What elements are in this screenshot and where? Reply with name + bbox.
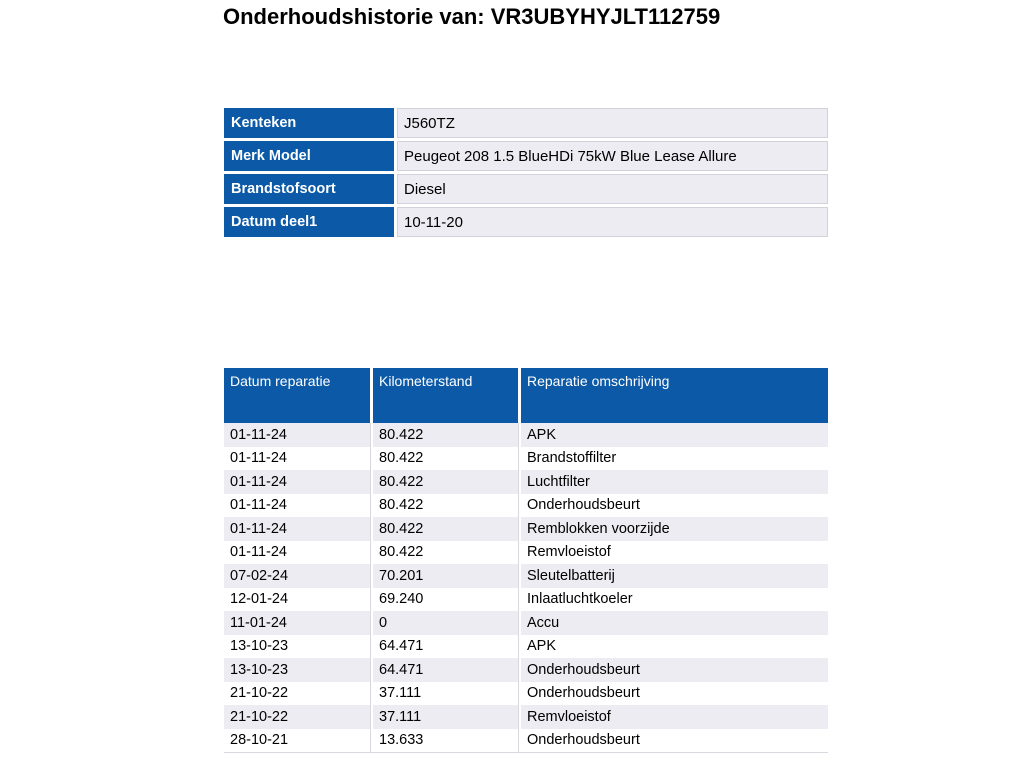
repair-description-cell: Onderhoudsbeurt bbox=[521, 658, 828, 682]
table-row bbox=[224, 564, 828, 588]
repair-description-cell: Luchtfilter bbox=[521, 470, 828, 494]
repair-description-cell: Brandstoffilter bbox=[521, 447, 828, 471]
column-header-cell: Reparatie omschrijving bbox=[521, 368, 828, 423]
page-title: Onderhoudshistorie van: VR3UBYHYJLT112759 bbox=[223, 4, 721, 29]
kilometer-cell: 80.422 bbox=[373, 470, 518, 494]
kilometer-cell: 80.422 bbox=[373, 447, 518, 471]
info-label-cell: Kenteken bbox=[224, 108, 394, 138]
repair-date-cell: 01-11-24 bbox=[224, 517, 370, 541]
repair-date-cell: 11-01-24 bbox=[224, 611, 370, 635]
vehicle-info-row bbox=[224, 207, 828, 237]
repair-date-cell: 01-11-24 bbox=[224, 470, 370, 494]
table-row bbox=[224, 423, 828, 447]
vehicle-info-row bbox=[224, 141, 828, 171]
column-header-cell: Datum reparatie bbox=[224, 368, 370, 423]
repair-description-cell: Onderhoudsbeurt bbox=[521, 729, 828, 753]
column-header-cell: Kilometerstand bbox=[373, 368, 518, 423]
kilometer-cell: 80.422 bbox=[373, 517, 518, 541]
repair-description-cell: Onderhoudsbeurt bbox=[521, 494, 828, 518]
repair-date-cell: 21-10-22 bbox=[224, 682, 370, 706]
table-row bbox=[224, 517, 828, 541]
repair-table-header-row bbox=[224, 368, 828, 423]
repair-description-cell: Remvloeistof bbox=[521, 541, 828, 565]
table-row bbox=[224, 541, 828, 565]
table-row bbox=[224, 682, 828, 706]
repair-description-cell: Remvloeistof bbox=[521, 705, 828, 729]
table-row bbox=[224, 588, 828, 612]
info-value-cell: J560TZ bbox=[397, 108, 828, 138]
table-row bbox=[224, 611, 828, 635]
repair-description-cell: Accu bbox=[521, 611, 828, 635]
kilometer-cell: 64.471 bbox=[373, 635, 518, 659]
kilometer-cell: 80.422 bbox=[373, 423, 518, 447]
vehicle-info-row bbox=[224, 174, 828, 204]
table-row bbox=[224, 470, 828, 494]
repair-table-body bbox=[224, 423, 828, 753]
kilometer-cell: 13.633 bbox=[373, 729, 518, 753]
kilometer-cell: 0 bbox=[373, 611, 518, 635]
table-row bbox=[224, 729, 828, 753]
kilometer-cell: 37.111 bbox=[373, 705, 518, 729]
repair-description-cell: Inlaatluchtkoeler bbox=[521, 588, 828, 612]
repair-date-cell: 21-10-22 bbox=[224, 705, 370, 729]
table-row bbox=[224, 447, 828, 471]
kilometer-cell: 37.111 bbox=[373, 682, 518, 706]
repair-description-cell: APK bbox=[521, 423, 828, 447]
vehicle-info-table bbox=[224, 108, 828, 240]
repair-description-cell: Onderhoudsbeurt bbox=[521, 682, 828, 706]
repair-date-cell: 07-02-24 bbox=[224, 564, 370, 588]
repair-date-cell: 12-01-24 bbox=[224, 588, 370, 612]
repair-description-cell: Remblokken voorzijde bbox=[521, 517, 828, 541]
kilometer-cell: 80.422 bbox=[373, 494, 518, 518]
info-value-cell: Diesel bbox=[397, 174, 828, 204]
repair-history-table bbox=[224, 368, 828, 753]
info-value-cell: Peugeot 208 1.5 BlueHDi 75kW Blue Lease Allure bbox=[397, 141, 828, 171]
kilometer-cell: 80.422 bbox=[373, 541, 518, 565]
kilometer-cell: 70.201 bbox=[373, 564, 518, 588]
repair-date-cell: 13-10-23 bbox=[224, 635, 370, 659]
table-row bbox=[224, 494, 828, 518]
table-row bbox=[224, 705, 828, 729]
repair-date-cell: 28-10-21 bbox=[224, 729, 370, 753]
repair-description-cell: APK bbox=[521, 635, 828, 659]
repair-date-cell: 01-11-24 bbox=[224, 494, 370, 518]
repair-date-cell: 13-10-23 bbox=[224, 658, 370, 682]
repair-date-cell: 01-11-24 bbox=[224, 541, 370, 565]
kilometer-cell: 64.471 bbox=[373, 658, 518, 682]
table-row bbox=[224, 635, 828, 659]
info-label-cell: Brandstofsoort bbox=[224, 174, 394, 204]
info-value-cell: 10-11-20 bbox=[397, 207, 828, 237]
info-label-cell: Datum deel1 bbox=[224, 207, 394, 237]
table-row bbox=[224, 658, 828, 682]
vehicle-info-row bbox=[224, 108, 828, 138]
repair-date-cell: 01-11-24 bbox=[224, 447, 370, 471]
repair-description-cell: Sleutelbatterij bbox=[521, 564, 828, 588]
kilometer-cell: 69.240 bbox=[373, 588, 518, 612]
repair-date-cell: 01-11-24 bbox=[224, 423, 370, 447]
info-label-cell: Merk Model bbox=[224, 141, 394, 171]
